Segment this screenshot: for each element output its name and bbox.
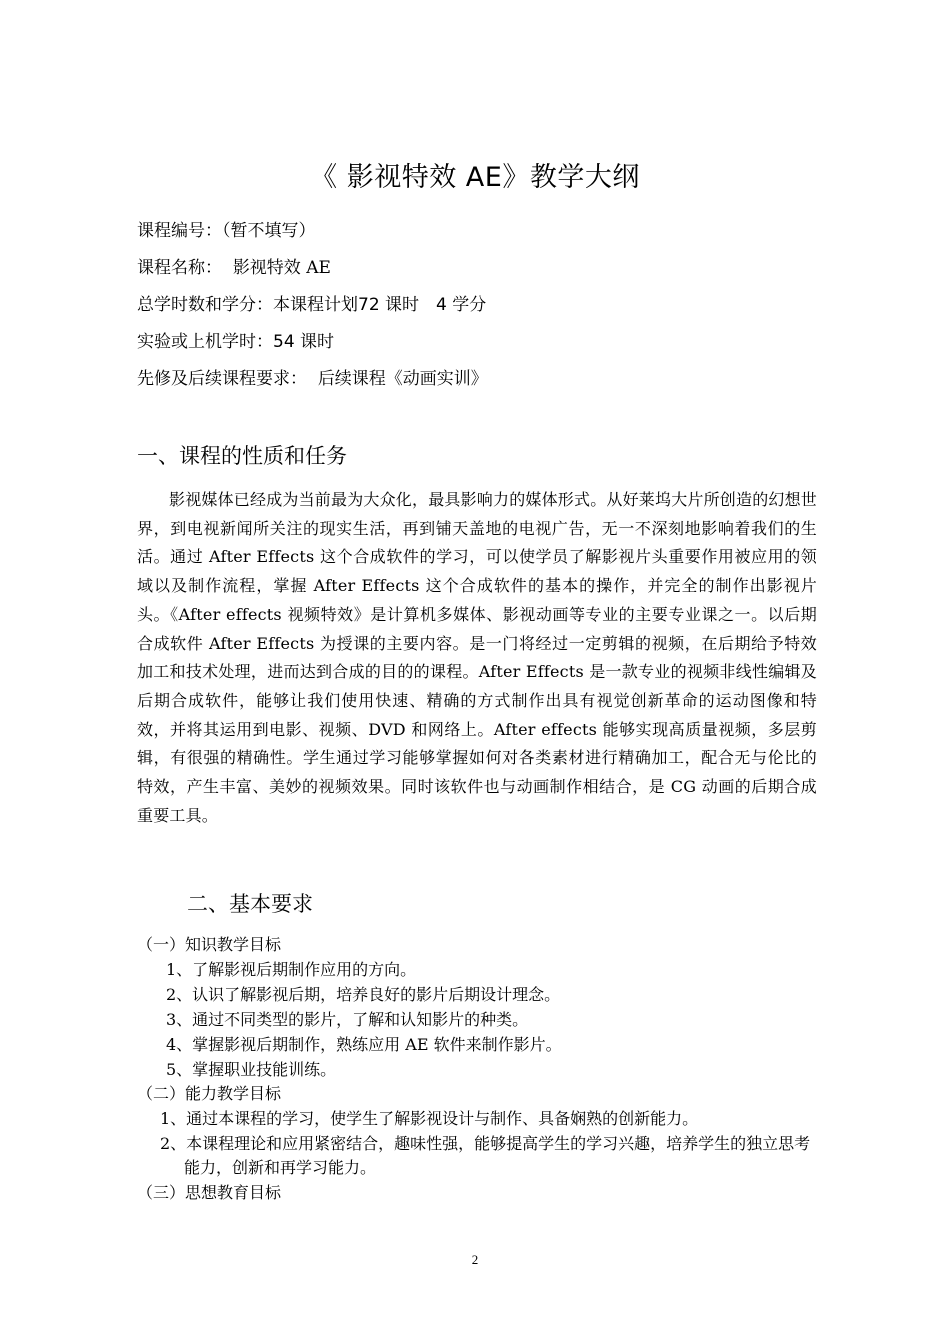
list-item: 3、通过不同类型的影片，了解和认知影片的种类。 — [166, 1010, 529, 1029]
list-item: 2、认识了解影视后期，培养良好的影片后期设计理念。 — [166, 985, 561, 1004]
document-title: 《 影视特效 AE》教学大纲 — [310, 162, 640, 193]
meta-value: 后续课程《动画实训》 — [317, 369, 488, 389]
list-item: 1、通过本课程的学习，使学生了解影视设计与制作、具备娴熟的创新能力。 — [160, 1109, 699, 1128]
meta-lab-hours — [137, 329, 837, 355]
section1-heading: 一、课程的性质和任务 — [137, 444, 347, 468]
meta-value: 本课程计划72 课时 4 学分 — [273, 295, 487, 315]
meta-course-name — [137, 255, 837, 281]
meta-value: （暂不填写） — [222, 221, 316, 241]
meta-value: 影视特效 AE — [232, 258, 331, 278]
meta-label: 课程编号： — [137, 221, 222, 241]
meta-label: 实验或上机学时： — [137, 332, 273, 352]
meta-total-hours — [137, 292, 837, 318]
meta-prerequisites — [137, 366, 837, 392]
meta-label: 先修及后续课程要求： — [137, 369, 307, 389]
page-number: 2 — [471, 1252, 479, 1267]
list-item — [160, 1132, 816, 1180]
meta-value: 54 课时 — [273, 332, 335, 352]
meta-label: 课程名称： — [137, 258, 222, 278]
section2-heading: 二、基本要求 — [187, 892, 313, 916]
subsection-ideology-title: （三）思想教育目标 — [137, 1183, 282, 1202]
list-item: 4、掌握影视后期制作，熟练应用 AE 软件来制作影片。 — [166, 1035, 562, 1054]
section1-paragraph: 影视媒体已经成为当前最为大众化，最具影响力的媒体形式。从好莱坞大片所创造的幻想世界，到电视新闻所关注的现实生活，再到铺天盖地的电视广告，无一不深刻地影响着我们的生活。通过 After Effects 这个合成软件的学习，可以使学员了解影视片头重要作用被应用的领域以及制作流程，掌握 After Effects 这个合成软件的基本的操作，并完全的制作出影视片头。《After effects 视频特效》是计算机多媒体、影视动画等专业的主要专业课之一。以后期合成软件 After Effects 为授课的主要内容。是一门将经过一定剪辑的视频，在后期给予特效加工和技术处理，进而达到合成的目的的课程。After Effects 是一款专业的视频非线性编辑及后期合成软件，能够让我们使用快速、精确的方式制作出具有视觉创新革命的运动图像和特效，并将其运用到电影、视频、DVD 和网络上。After effects 能够实现高质量视频，多层剪辑，有很强的精确性。学生通过学习能够掌握如何对各类素材进行精确加工，配合无与伦比的特效，产生丰富、美妙的视频效果。同时该软件也与动画制作相结合，是 CG 动画的后期合成重要工具。 — [137, 490, 818, 825]
subsection-knowledge-title: （一）知识教学目标 — [137, 935, 282, 954]
list-item-text: 2、本课程理论和应用紧密结合，趣味性强，能够提高学生的学习兴趣，培养学生的独立思考能力，创新和再学习能力。 — [160, 1134, 811, 1177]
list-item: 1、了解影视后期制作应用的方向。 — [166, 960, 417, 979]
meta-label: 总学时数和学分： — [137, 295, 273, 315]
meta-course-code — [137, 218, 837, 244]
subsection-ability-title: （二）能力教学目标 — [137, 1084, 282, 1103]
list-item: 5、掌握职业技能训练。 — [166, 1060, 337, 1079]
